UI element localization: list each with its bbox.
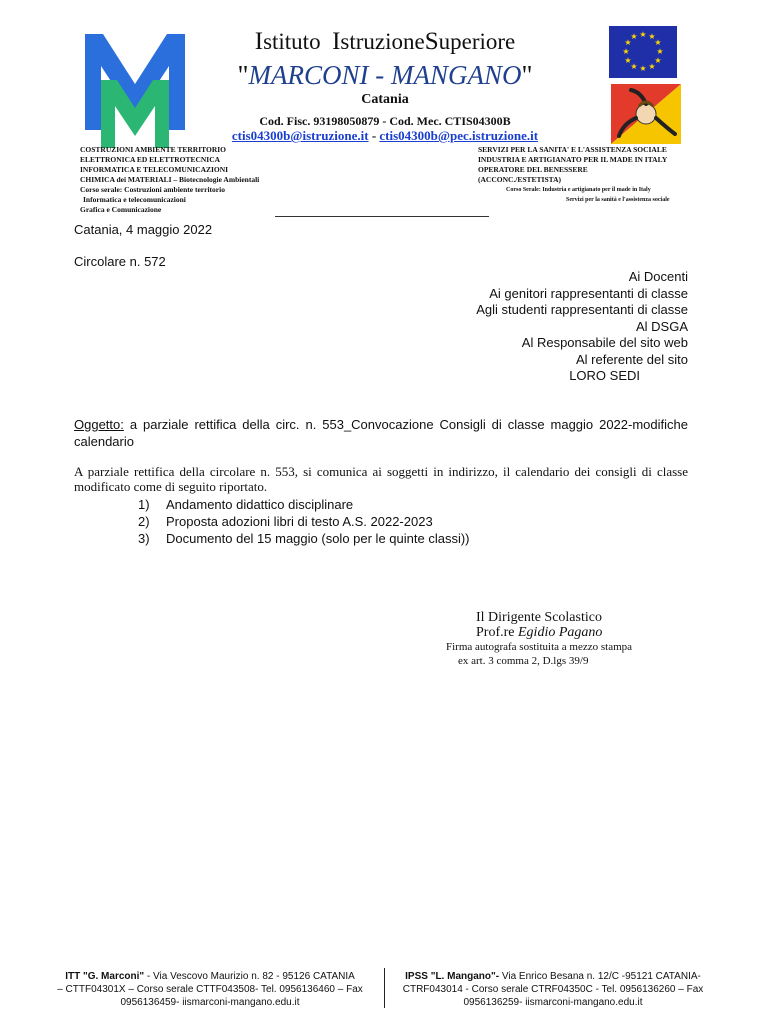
recipient: Al referente del sito [575, 351, 688, 367]
svg-text:★: ★ [622, 47, 630, 56]
header-separator [275, 216, 489, 217]
quote-mark: " [521, 60, 533, 90]
course-item: SERVIZI PER LA SANITA' E L'ASSISTENZA SOCIALE [478, 145, 667, 154]
agenda-number: 2) [138, 514, 150, 529]
course-item: Grafica e Comunicazione [80, 205, 162, 214]
recipient: Ai genitori rappresentanti di classe [489, 285, 688, 301]
svg-text:★: ★ [648, 62, 656, 71]
svg-text:★: ★ [654, 38, 662, 47]
course-item: INDUSTRIA E ARTIGIANATO PER IL MADE IN ITALY [478, 155, 668, 164]
email-link-istruzione[interactable]: ctis04300b@istruzione.it [231, 128, 369, 143]
mm-logo-icon [83, 32, 187, 150]
svg-text:★: ★ [639, 64, 647, 73]
agenda-text: Andamento didattico disciplinare [166, 497, 354, 512]
agenda-item [138, 530, 470, 547]
title-word: stituto [263, 29, 321, 54]
email-link-pec[interactable]: ctis04300b@pec.istruzione.it [379, 128, 539, 143]
svg-text:★: ★ [654, 56, 662, 65]
title-cap: I [254, 28, 264, 55]
agenda-item [138, 513, 470, 530]
sicily-trinacria-icon [611, 84, 681, 144]
footer-ipss [394, 970, 712, 1009]
signature-note: ex art. 3 comma 2, D.lgs 39/9 [458, 655, 589, 667]
agenda-text: Documento del 15 maggio (solo per le quinte classi)) [166, 531, 470, 546]
agenda-list [138, 496, 470, 547]
signature-person: Egidio Pagano [518, 625, 603, 640]
letter-date: Catania, 4 maggio 2022 [74, 222, 213, 237]
svg-text:★: ★ [656, 47, 664, 56]
agenda-item [138, 496, 470, 513]
eu-flag-icon [609, 26, 677, 78]
footer-school-name: IPSS "L. Mangano"- [405, 971, 500, 982]
svg-text:★: ★ [630, 32, 638, 41]
fiscal-codes: Cod. Fisc. 93198050879 - Cod. Mec. CTIS04300B [259, 114, 511, 128]
svg-text:★: ★ [639, 30, 647, 39]
course-item: OPERATORE DEL BENESSERE [478, 165, 588, 174]
title-cap: I [332, 28, 341, 55]
itt-courses-list [80, 145, 259, 215]
email-links [200, 128, 570, 144]
footer-address: - Via Vescovo Maurizio n. 82 - 95126 CATANIA [144, 971, 355, 982]
evening-course: Corso Serale: Industria e artigianato per il made in Italy [506, 187, 651, 193]
signature-note: Firma autografa sostituita a mezzo stampa [446, 641, 633, 653]
svg-text:★: ★ [624, 38, 632, 47]
footer-school-name: ITT "G. Marconi" [65, 971, 145, 982]
institute-city: Catania [361, 92, 409, 107]
signature-role: Il Dirigente Scolastico [476, 610, 602, 625]
footer-itt [46, 970, 374, 1009]
agenda-number: 3) [138, 531, 150, 546]
title-word: struzione [340, 29, 425, 54]
recipients-list [476, 269, 688, 385]
svg-text:★: ★ [630, 62, 638, 71]
recipient: Al Responsabile del sito web [521, 335, 688, 350]
footer-line: 0956136459- iismarconi-mangano.edu.it [120, 997, 300, 1008]
footer-line: CTRF043014 - Corso serale CTRF04350C - Tel. 0956136260 – Fax [402, 984, 704, 995]
subject-label: Oggetto: [74, 417, 124, 432]
course-item: INFORMATICA E TELECOMUNICAZIONI [80, 165, 229, 174]
footer-line [394, 970, 712, 983]
footer-line: 0956136259- iismarconi-mangano.edu.it [463, 997, 643, 1008]
circular-number: Circolare n. 572 [74, 254, 166, 269]
quote-mark: " [237, 60, 249, 90]
footer-divider [384, 968, 385, 1008]
course-item: CHIMICA dei MATERIALI – Biotecnologie Ambientali [80, 175, 260, 184]
course-item: (ACCONC./ESTETISTA) [478, 175, 562, 184]
agenda-number: 1) [138, 497, 150, 512]
institute-title [200, 28, 570, 56]
institute-name [200, 60, 570, 91]
svg-text:★: ★ [624, 56, 632, 65]
course-item: Informatica e telecomunicazioni [83, 195, 186, 204]
recipient: Ai Docenti [628, 269, 688, 284]
signature-name [476, 625, 602, 641]
footer-line: – CTTF04301X – Corso serale CTTF043508- Tel. 0956136460 – Fax [57, 984, 363, 995]
recipient: Agli studenti rappresentanti di classe [476, 302, 688, 317]
recipient: Al DSGA [635, 318, 688, 334]
subject-line [74, 416, 688, 450]
course-item: Corso serale: Costruzioni ambiente territorio [80, 185, 225, 194]
institute-name-text: MARCONI - MANGANO [248, 60, 522, 90]
recipient: LORO SEDI [569, 368, 640, 383]
footer-line [46, 970, 374, 983]
agenda-text: Proposta adozioni libri di testo A.S. 2022-2023 [166, 514, 433, 529]
email-separator: - [368, 128, 380, 143]
title-word: uperiore [438, 29, 516, 54]
footer-address: Via Enrico Besana n. 12/C -95121 CATANIA- [499, 971, 701, 982]
signature-title: Prof.re [476, 625, 518, 640]
title-cap: S [424, 28, 439, 55]
course-item: ELETTRONICA ED ELETTROTECNICA [80, 155, 221, 164]
ipss-courses-list [478, 145, 670, 205]
intro-paragraph: A parziale rettifica della circolare n. 553, si comunica ai soggetti in indirizzo, il calendario dei consigli di classe modificato come di seguito riportato. [74, 464, 688, 494]
svg-text:★: ★ [648, 32, 656, 41]
course-item: COSTRUZIONI AMBIENTE TERRITORIO [80, 145, 227, 154]
evening-course: Servizi per la sanità e l'assistenza sociale [566, 197, 670, 203]
subject-text: a parziale rettifica della circ. n. 553_Convocazione Consigli di classe maggio 2022-modifiche calendario [74, 417, 688, 449]
